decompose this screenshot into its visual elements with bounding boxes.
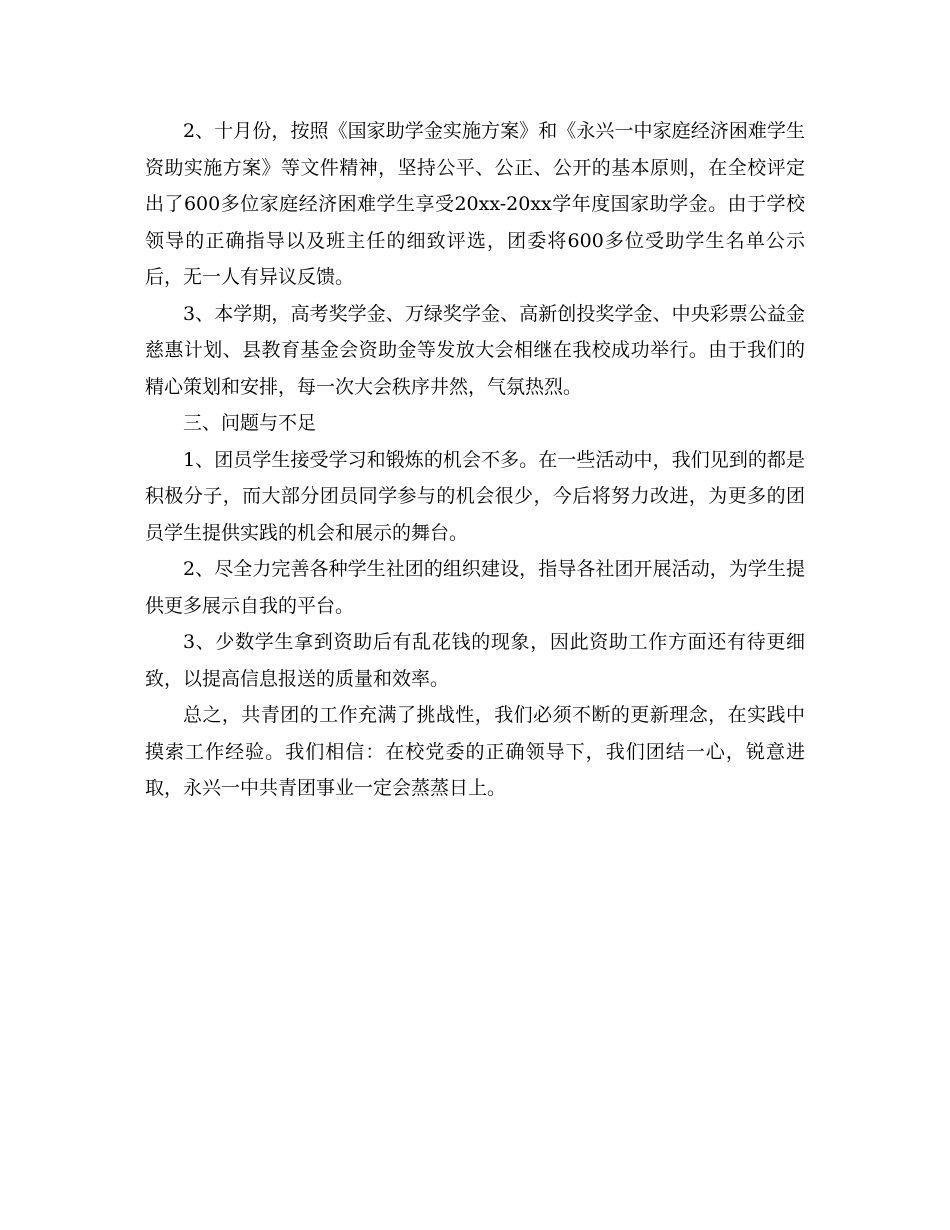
paragraph-problem-3: 3、少数学生拿到资助后有乱花钱的现象，因此资助工作方面还有待更细致，以提高信息报送的质量和效率。 xyxy=(145,631,805,690)
paragraph-scholarship-events: 3、本学期，高考奖学金、万绿奖学金、高新创投奖学金、中央彩票公益金慈惠计划、县教育基金会资助金等发放大会相继在我校成功举行。由于我们的精心策划和安排，每一次大会秩序井然，气氛热烈。 xyxy=(145,302,805,398)
paragraph-conclusion: 总之，共青团的工作充满了挑战性，我们必须不断的更新理念，在实践中摸索工作经验。我们相信：在校党委的正确领导下，我们团结一心，锐意进取，永兴一中共青团事业一定会蒸蒸日上。 xyxy=(145,704,805,799)
section-heading-problems: 三、问题与不足 xyxy=(183,412,317,434)
paragraph-grant-selection: 2、十月份，按照《国家助学金实施方案》和《永兴一中家庭经济困难学生资助实施方案》等文件精神，坚持公平、公正、公开的基本原则，在全校评定出了600多位家庭经济困难学生享受20xx-20xx学年度国家助学金。由于学校领导的正确指导以及班主任的细致评选，团委将600多位受助学生名单公示后，无一人有异议反馈。 xyxy=(145,120,805,288)
document-body xyxy=(145,113,805,807)
paragraph-problem-1: 1、团员学生接受学习和锻炼的机会不多。在一些活动中，我们见到的都是积极分子，而大部分团员同学参与的机会很少，今后将努力改进，为更多的团员学生提供实践的机会和展示的舞台。 xyxy=(145,448,805,544)
paragraph-problem-2: 2、尽全力完善各种学生社团的组织建设，指导各社团开展活动，为学生提供更多展示自我的平台。 xyxy=(145,558,805,617)
